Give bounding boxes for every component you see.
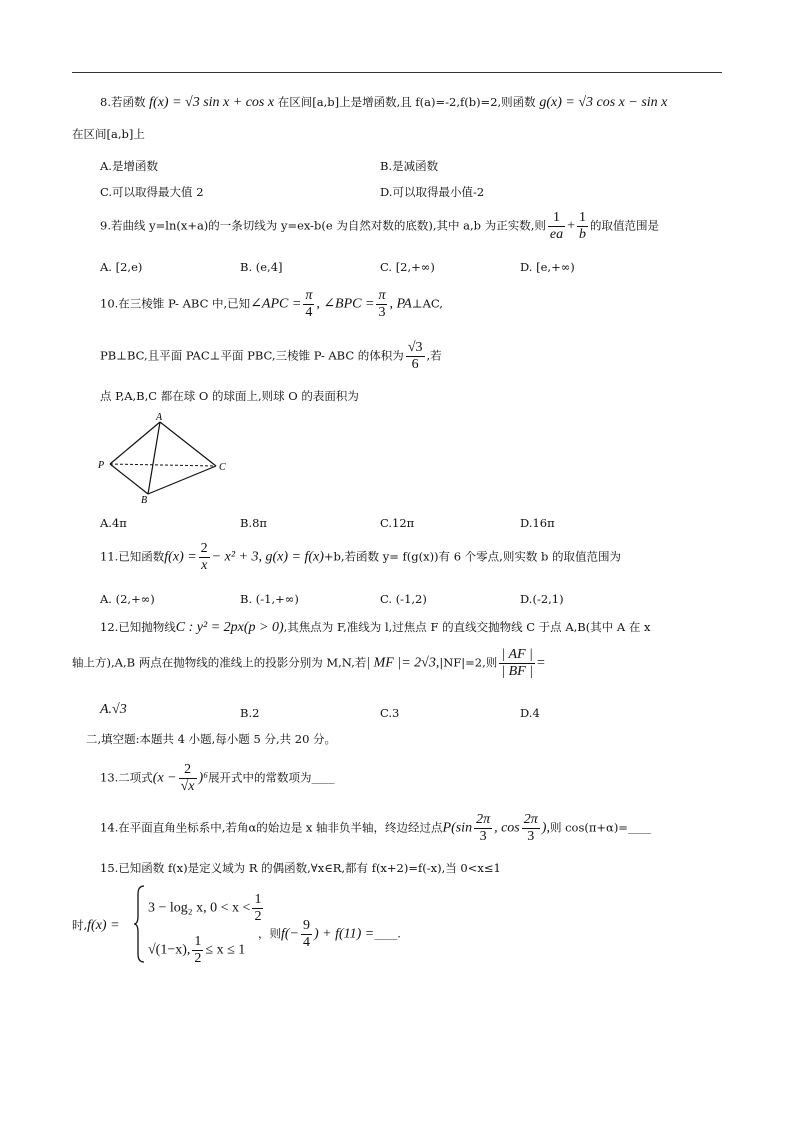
q8-line1 <box>100 95 667 112</box>
label-a: A <box>156 412 163 423</box>
pyramid-figure <box>96 412 236 504</box>
q10-prefix: 10.在三棱锥 P- ABC 中,已知 <box>100 296 251 311</box>
header-rule <box>72 72 722 73</box>
q10-line3: 点 P,A,B,C 都在球 O 的球面上,则球 O 的表面积为 <box>100 389 359 403</box>
q15-line1: 15.已知函数 f(x)是定义域为 R 的偶函数,∀x∈R,都有 f(x+2)=f(-x),当 0<x≤1 <box>100 861 501 875</box>
q14-frac-sin: $\frac{2\pi}{3}$ <box>476 812 491 845</box>
section-fill-in-heading: 二,填空题:本题共 4 小题,每小题 5 分,共 20 分。 <box>86 732 337 746</box>
q10-option-d: D.16π <box>520 516 555 530</box>
q8-g-expr: g(x) = √3 cos x − sin x <box>539 95 668 110</box>
q10-line1: 10.在三棱锥 P- ABC 中,已知∠APC = $\frac{\pi}{4}$ , ∠BPC = $\frac{\pi}{3}$ , PA⊥AC, <box>100 288 443 321</box>
q12-option-b: B.2 <box>240 706 260 720</box>
label-b: B <box>141 495 148 504</box>
q8-prefix: 8.若函数 <box>100 95 146 109</box>
q13-frac: $\frac{2}{√x}$ <box>180 762 195 795</box>
q12-line1: 12.已知抛物线C : y² = 2px(p > 0),其焦点为 F,准线为 l,过焦点 F 的直线交抛物线 C 于点 A,B(其中 A 在 x <box>100 620 651 635</box>
q11-option-d: D.(-2,1) <box>520 592 564 606</box>
q9-tail: 的取值范围是 <box>589 218 659 233</box>
q15-expression: ，则f(− $\frac{9}{4}$ ) + f(11) =____. <box>258 918 401 951</box>
piecewise-brace <box>134 884 146 964</box>
edge-pb <box>110 464 148 494</box>
q9-text: 9.若曲线 y=ln(x+a)的一条切线为 y=ex-b(e 为自然对数的底数),其中 a,b 为正实数,则 <box>100 218 546 233</box>
q9-option-a: A. [2,e) <box>100 260 143 274</box>
q11-frac: $\frac{2}{x}$ <box>200 541 208 574</box>
q15-case2: √(1−x), $\frac{1}{2}$ ≤ x ≤ 1 <box>148 934 246 967</box>
q9-frac2: $\frac{1}{b}$ <box>578 210 586 243</box>
q11-option-c: C. (-1,2) <box>380 592 427 606</box>
label-c: C <box>219 462 226 473</box>
q10-angle1: ∠APC = <box>250 296 302 312</box>
q8-mid: 在区间[a,b]上是增函数,且 f(a)=-2,f(b)=2,则函数 <box>277 95 536 109</box>
q11-option-a: A. (2,+∞) <box>100 592 155 606</box>
q12-option-c: C.3 <box>380 706 400 720</box>
q10-line2: PB⊥BC,且平面 PAC⊥平面 PBC,三棱锥 P- ABC 的体积为 $\frac{√3}{6}$ ,若 <box>100 340 442 373</box>
q10-frac1: $\frac{\pi}{4}$ <box>305 288 313 321</box>
q8-option-b: B.是减函数 <box>380 159 439 173</box>
q9-option-c: C. [2,+∞) <box>380 260 435 274</box>
q11-line: 11.已知函数f(x) = $\frac{2}{x}$ − x² + 3, g(x) = f(x)+b,若函数 y= f(g(x))有 6 个零点,则实数 b 的取值范围为 <box>100 541 621 574</box>
edge-pc-hidden <box>110 464 216 466</box>
q15-when: 时,f(x) = <box>72 918 120 933</box>
q8-option-a: A.是增函数 <box>100 159 158 173</box>
q13-line: 13.二项式(x − $\frac{2}{√x}$ )⁶展开式中的常数项为____ <box>100 762 335 795</box>
edge-pa <box>110 422 160 464</box>
q12-option-d: D.4 <box>520 706 540 720</box>
q9-option-b: B. (e,4] <box>240 260 283 274</box>
q9-option-d: D. [e,+∞) <box>520 260 575 274</box>
q10-volume-frac: $\frac{√3}{6}$ <box>407 340 423 373</box>
q11-option-b: B. (-1,+∞) <box>240 592 299 606</box>
q12-line2: 轴上方),A,B 两点在抛物线的准线上的投影分别为 M,N,若| MF |= 2√3,|NF|=2,则 $\frac{| AF |}{| BF |}$ = <box>72 647 545 680</box>
q10-frac2: $\frac{\pi}{3}$ <box>378 288 386 321</box>
q14-frac-cos: $\frac{2\pi}{3}$ <box>523 812 538 845</box>
q12-option-a: A.√3 <box>100 702 127 717</box>
q15-case1: 3 − log₂ x, 0 < x < $\frac{1}{2}$ <box>148 892 262 925</box>
edge-bc <box>148 466 216 494</box>
edge-ac <box>160 422 216 466</box>
q10-option-a: A.4π <box>100 516 127 530</box>
q8-f-expr: f(x) = √3 sin x + cos x <box>149 95 275 110</box>
label-p: P <box>98 460 105 471</box>
q10-angle2: , ∠BPC = <box>316 296 375 312</box>
q10-option-b: B.8π <box>240 516 267 530</box>
q8-line2: 在区间[a,b]上 <box>72 127 145 141</box>
q12-ratio: $\frac{| AF |}{| BF |}$ <box>501 647 534 680</box>
q8-option-d: D.可以取得最小值-2 <box>380 185 485 199</box>
q9-frac1: $\frac{1}{ea}$ <box>549 210 564 243</box>
q14-line: 14.在平面直角坐标系中,若角α的始边是 x 轴非负半轴，终边经过点P(sin $\frac{2\pi}{3}$ , cos $\frac{2\pi}{3}$ ),则 cos(π+α)=____ <box>100 812 651 845</box>
q8-option-c: C.可以取得最大值 2 <box>100 185 204 199</box>
q10-option-c: C.12π <box>380 516 415 530</box>
edge-ab <box>148 422 160 494</box>
q9-line: 9.若曲线 y=ln(x+a)的一条切线为 y=ex-b(e 为自然对数的底数),其中 a,b 为正实数,则 $\frac{1}{ea}$ + $\frac{1}{b}$ 的取值范围是 <box>100 210 659 243</box>
